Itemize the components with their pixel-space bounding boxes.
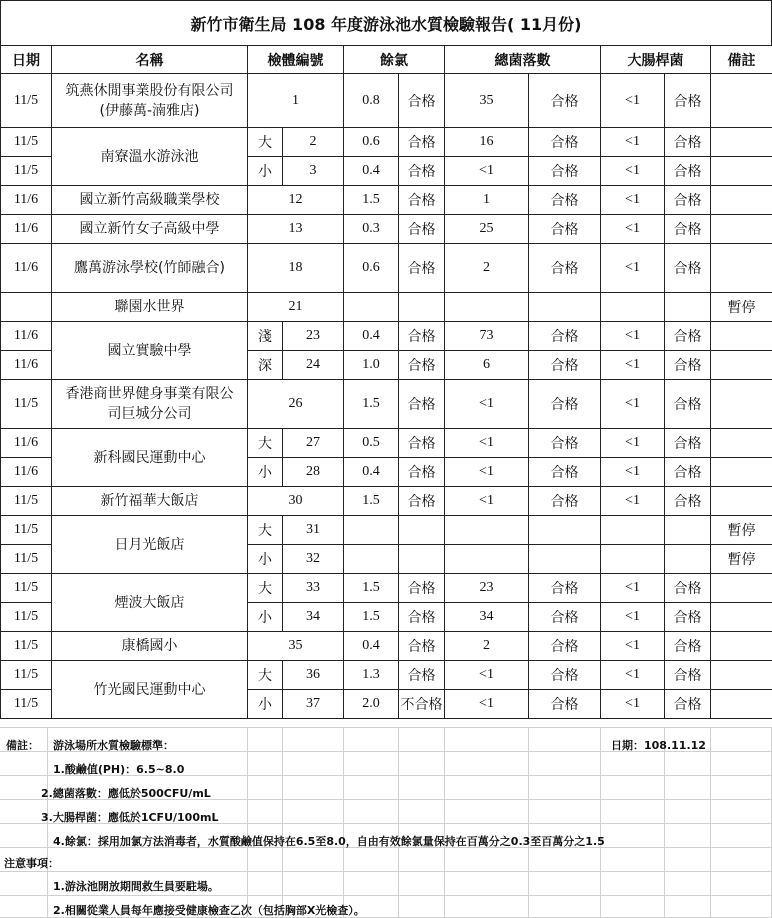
date-cell: 11/5: [1, 632, 52, 661]
bacteria-result-cell: 合格: [529, 632, 601, 661]
coliform-value-cell: <1: [601, 322, 665, 351]
chlorine-value-cell: 0.6: [344, 244, 399, 293]
date-cell: 11/6: [1, 429, 52, 458]
bacteria-result-cell: 合格: [529, 351, 601, 380]
header-coliform: 大腸桿菌: [601, 46, 711, 74]
table-row: [1, 574, 772, 603]
pool-sub-cell: 深: [248, 351, 283, 380]
chlorine-result-cell: [399, 516, 445, 545]
date-cell: 11/6: [1, 244, 52, 293]
header-name: 名稱: [52, 46, 248, 74]
remark-cell: 暫停: [711, 545, 772, 574]
sample-no-cell: 36: [283, 661, 344, 690]
remark-cell: [711, 244, 772, 293]
coliform-value-cell: <1: [601, 429, 665, 458]
chlorine-result-cell: 合格: [399, 603, 445, 632]
chlorine-result-cell: 合格: [399, 487, 445, 516]
chlorine-result-cell: 合格: [399, 215, 445, 244]
remark-cell: [711, 186, 772, 215]
coliform-value-cell: [601, 516, 665, 545]
date-cell: 11/5: [1, 574, 52, 603]
coliform-result-cell: 合格: [665, 157, 711, 186]
chlorine-value-cell: 0.4: [344, 632, 399, 661]
header-chlorine: 餘氯: [344, 46, 445, 74]
date-cell: 11/5: [1, 157, 52, 186]
remark-cell: 暫停: [711, 516, 772, 545]
bacteria-result-cell: 合格: [529, 157, 601, 186]
sample-no-cell: 23: [283, 322, 344, 351]
sample-no-cell: 1: [248, 74, 344, 128]
coliform-value-cell: <1: [601, 458, 665, 487]
chlorine-result-cell: 合格: [399, 661, 445, 690]
bacteria-value-cell: 73: [445, 322, 529, 351]
water-quality-table: [0, 45, 772, 719]
coliform-value-cell: <1: [601, 487, 665, 516]
chlorine-value-cell: [344, 293, 399, 322]
remark-label: 備註：: [6, 739, 39, 752]
bacteria-value-cell: [445, 545, 529, 574]
sample-no-cell: 28: [283, 458, 344, 487]
pool-sub-cell: 淺: [248, 322, 283, 351]
standard-bacteria: 2.總菌落數：應低於500CFU/mL: [41, 787, 211, 800]
table-row: [1, 128, 772, 157]
table-row: [1, 487, 772, 516]
chlorine-result-cell: [399, 293, 445, 322]
sample-no-cell: 30: [248, 487, 344, 516]
name-cell: 國立新竹高級職業學校: [52, 186, 248, 215]
date-cell: 11/5: [1, 516, 52, 545]
bacteria-result-cell: 合格: [529, 603, 601, 632]
bacteria-result-cell: 合格: [529, 690, 601, 719]
bacteria-value-cell: <1: [445, 690, 529, 719]
pool-sub-cell: 小: [248, 458, 283, 487]
pool-sub-cell: 小: [248, 545, 283, 574]
table-row: [1, 661, 772, 690]
coliform-result-cell: 合格: [665, 322, 711, 351]
date-cell: 11/5: [1, 380, 52, 429]
report-date: 日期：108.11.12: [611, 739, 706, 752]
sample-no-cell: 18: [248, 244, 344, 293]
coliform-result-cell: [665, 545, 711, 574]
remark-cell: [711, 128, 772, 157]
date-cell: 11/5: [1, 545, 52, 574]
date-cell: 11/5: [1, 661, 52, 690]
pool-sub-cell: 大: [248, 128, 283, 157]
table-body: [1, 74, 772, 719]
standards-title: 游泳場所水質檢驗標準：: [53, 739, 174, 752]
bacteria-value-cell: <1: [445, 380, 529, 429]
remark-cell: [711, 661, 772, 690]
coliform-result-cell: 合格: [665, 186, 711, 215]
date-cell: 11/5: [1, 603, 52, 632]
name-cell: 香港商世界健身事業有限公 司巨城分公司: [52, 380, 248, 429]
sample-no-cell: 2: [283, 128, 344, 157]
coliform-value-cell: <1: [601, 661, 665, 690]
date-cell: 11/6: [1, 186, 52, 215]
chlorine-value-cell: 0.4: [344, 322, 399, 351]
chlorine-result-cell: 合格: [399, 632, 445, 661]
coliform-value-cell: <1: [601, 244, 665, 293]
sample-no-cell: 24: [283, 351, 344, 380]
bacteria-result-cell: [529, 516, 601, 545]
remark-cell: [711, 380, 772, 429]
date-cell: 11/6: [1, 322, 52, 351]
coliform-value-cell: <1: [601, 380, 665, 429]
pool-sub-cell: 大: [248, 516, 283, 545]
name-cell: 國立實驗中學: [52, 322, 248, 380]
remark-cell: [711, 690, 772, 719]
chlorine-result-cell: 合格: [399, 157, 445, 186]
coliform-result-cell: 合格: [665, 690, 711, 719]
name-cell: 國立新竹女子高級中學: [52, 215, 248, 244]
chlorine-result-cell: 合格: [399, 244, 445, 293]
bacteria-value-cell: 6: [445, 351, 529, 380]
caution-label: 注意事項：: [4, 857, 59, 870]
chlorine-value-cell: [344, 516, 399, 545]
sample-no-cell: 31: [283, 516, 344, 545]
coliform-value-cell: [601, 545, 665, 574]
coliform-value-cell: <1: [601, 690, 665, 719]
table-row: [1, 380, 772, 429]
bacteria-value-cell: 16: [445, 128, 529, 157]
bacteria-result-cell: 合格: [529, 380, 601, 429]
chlorine-result-cell: 不合格: [399, 690, 445, 719]
chlorine-value-cell: 1.5: [344, 380, 399, 429]
name-cell: 新竹福華大飯店: [52, 487, 248, 516]
chlorine-value-cell: 0.5: [344, 429, 399, 458]
sample-no-cell: 27: [283, 429, 344, 458]
coliform-result-cell: 合格: [665, 380, 711, 429]
sample-no-cell: 26: [248, 380, 344, 429]
bacteria-result-cell: 合格: [529, 186, 601, 215]
bacteria-result-cell: [529, 545, 601, 574]
coliform-value-cell: <1: [601, 74, 665, 128]
coliform-value-cell: <1: [601, 128, 665, 157]
bacteria-value-cell: [445, 516, 529, 545]
chlorine-result-cell: 合格: [399, 186, 445, 215]
bacteria-value-cell: 34: [445, 603, 529, 632]
standard-coliform: 3.大腸桿菌：應低於1CFU/100mL: [41, 811, 219, 824]
sample-no-cell: 13: [248, 215, 344, 244]
coliform-value-cell: <1: [601, 215, 665, 244]
remark-cell: [711, 632, 772, 661]
coliform-result-cell: 合格: [665, 429, 711, 458]
date-cell: 11/6: [1, 351, 52, 380]
name-cell: 聯園水世界: [52, 293, 248, 322]
bacteria-value-cell: 25: [445, 215, 529, 244]
standard-chlorine: 4.餘氯：採用加氯方法消毒者，水質酸鹼值保持在6.5至8.0，自由有效餘氯量保持在百萬分之0.3至百萬分之1.5: [53, 835, 605, 848]
chlorine-value-cell: 0.8: [344, 74, 399, 128]
remark-cell: [711, 429, 772, 458]
coliform-result-cell: [665, 293, 711, 322]
pool-sub-cell: 小: [248, 690, 283, 719]
notes-section: [0, 727, 772, 918]
coliform-value-cell: <1: [601, 186, 665, 215]
date-cell: 11/5: [1, 74, 52, 128]
chlorine-value-cell: 1.5: [344, 603, 399, 632]
remark-cell: [711, 458, 772, 487]
chlorine-value-cell: 1.3: [344, 661, 399, 690]
bacteria-value-cell: <1: [445, 458, 529, 487]
header-row: [1, 46, 772, 74]
remark-cell: [711, 603, 772, 632]
bacteria-value-cell: 1: [445, 186, 529, 215]
pool-sub-cell: 大: [248, 429, 283, 458]
bacteria-value-cell: [445, 293, 529, 322]
table-row: [1, 293, 772, 322]
chlorine-result-cell: 合格: [399, 458, 445, 487]
table-row: [1, 429, 772, 458]
chlorine-result-cell: 合格: [399, 322, 445, 351]
bacteria-value-cell: 2: [445, 244, 529, 293]
chlorine-value-cell: 1.5: [344, 487, 399, 516]
bacteria-result-cell: 合格: [529, 244, 601, 293]
bacteria-value-cell: 2: [445, 632, 529, 661]
chlorine-value-cell: 2.0: [344, 690, 399, 719]
coliform-result-cell: 合格: [665, 74, 711, 128]
table-row: [1, 244, 772, 293]
name-cell: 煙波大飯店: [52, 574, 248, 632]
bacteria-result-cell: 合格: [529, 322, 601, 351]
date-cell: [1, 293, 52, 322]
bacteria-result-cell: 合格: [529, 574, 601, 603]
standard-ph: 1.酸鹼值(PH)：6.5~8.0: [53, 763, 185, 776]
table-row: [1, 215, 772, 244]
bacteria-result-cell: 合格: [529, 661, 601, 690]
report-title: 新竹市衛生局 108 年度游泳池水質檢驗報告( 11月份): [0, 0, 772, 46]
header-remark: 備註: [711, 46, 772, 74]
coliform-result-cell: [665, 516, 711, 545]
pool-sub-cell: 小: [248, 157, 283, 186]
sample-no-cell: 3: [283, 157, 344, 186]
chlorine-value-cell: 0.6: [344, 128, 399, 157]
sample-no-cell: 33: [283, 574, 344, 603]
chlorine-value-cell: 1.0: [344, 351, 399, 380]
coliform-value-cell: <1: [601, 351, 665, 380]
remark-cell: [711, 322, 772, 351]
chlorine-value-cell: [344, 545, 399, 574]
name-cell: 康橋國小: [52, 632, 248, 661]
table-row: [1, 632, 772, 661]
chlorine-result-cell: 合格: [399, 574, 445, 603]
bacteria-value-cell: 35: [445, 74, 529, 128]
bacteria-result-cell: 合格: [529, 487, 601, 516]
name-cell: 竹光國民運動中心: [52, 661, 248, 719]
chlorine-value-cell: 0.3: [344, 215, 399, 244]
coliform-result-cell: 合格: [665, 603, 711, 632]
date-cell: 11/6: [1, 458, 52, 487]
name-cell: 鷹萬游泳學校(竹師融合): [52, 244, 248, 293]
coliform-result-cell: 合格: [665, 661, 711, 690]
remark-cell: [711, 74, 772, 128]
chlorine-value-cell: 0.4: [344, 157, 399, 186]
coliform-result-cell: 合格: [665, 215, 711, 244]
sample-no-cell: 34: [283, 603, 344, 632]
sample-no-cell: 32: [283, 545, 344, 574]
bacteria-result-cell: [529, 293, 601, 322]
bacteria-value-cell: <1: [445, 487, 529, 516]
date-cell: 11/5: [1, 487, 52, 516]
name-cell: 日月光飯店: [52, 516, 248, 574]
chlorine-result-cell: 合格: [399, 429, 445, 458]
coliform-value-cell: <1: [601, 157, 665, 186]
date-cell: 11/6: [1, 215, 52, 244]
table-row: [1, 322, 772, 351]
coliform-result-cell: 合格: [665, 351, 711, 380]
pool-sub-cell: 大: [248, 661, 283, 690]
remark-cell: [711, 215, 772, 244]
date-cell: 11/5: [1, 128, 52, 157]
bacteria-result-cell: 合格: [529, 215, 601, 244]
coliform-result-cell: 合格: [665, 574, 711, 603]
sample-no-cell: 37: [283, 690, 344, 719]
bacteria-result-cell: 合格: [529, 128, 601, 157]
sample-no-cell: 21: [248, 293, 344, 322]
caution-lifeguard: 1.游泳池開放期間救生員要駐場。: [53, 880, 219, 893]
name-cell: 新科國民運動中心: [52, 429, 248, 487]
coliform-result-cell: 合格: [665, 458, 711, 487]
remark-cell: 暫停: [711, 293, 772, 322]
table-row: [1, 186, 772, 215]
bacteria-result-cell: 合格: [529, 458, 601, 487]
coliform-result-cell: 合格: [665, 632, 711, 661]
coliform-result-cell: 合格: [665, 487, 711, 516]
pool-sub-cell: 大: [248, 574, 283, 603]
caution-health-check: 2.相關從業人員每年應接受健康檢查乙次（包括胸部X光檢查）。: [53, 904, 365, 917]
date-cell: 11/5: [1, 690, 52, 719]
header-date: 日期: [1, 46, 52, 74]
header-bacteria: 總菌落數: [445, 46, 601, 74]
bacteria-value-cell: <1: [445, 429, 529, 458]
coliform-result-cell: 合格: [665, 244, 711, 293]
remark-cell: [711, 351, 772, 380]
coliform-value-cell: <1: [601, 603, 665, 632]
chlorine-result-cell: 合格: [399, 380, 445, 429]
remark-cell: [711, 157, 772, 186]
chlorine-result-cell: [399, 545, 445, 574]
table-row: [1, 516, 772, 545]
bacteria-value-cell: <1: [445, 661, 529, 690]
name-cell: 南寮溫水游泳池: [52, 128, 248, 186]
coliform-value-cell: <1: [601, 632, 665, 661]
sample-no-cell: 12: [248, 186, 344, 215]
coliform-value-cell: <1: [601, 574, 665, 603]
coliform-result-cell: 合格: [665, 128, 711, 157]
chlorine-value-cell: 0.4: [344, 458, 399, 487]
chlorine-value-cell: 1.5: [344, 574, 399, 603]
remark-cell: [711, 487, 772, 516]
chlorine-result-cell: 合格: [399, 128, 445, 157]
chlorine-result-cell: 合格: [399, 74, 445, 128]
remark-cell: [711, 574, 772, 603]
bacteria-result-cell: 合格: [529, 429, 601, 458]
name-cell: 筑燕休閒事業股份有限公司 (伊藤萬-湳雅店): [52, 74, 248, 128]
bacteria-result-cell: 合格: [529, 74, 601, 128]
chlorine-result-cell: 合格: [399, 351, 445, 380]
chlorine-value-cell: 1.5: [344, 186, 399, 215]
bacteria-value-cell: <1: [445, 157, 529, 186]
sample-no-cell: 35: [248, 632, 344, 661]
table-row: [1, 74, 772, 128]
bacteria-value-cell: 23: [445, 574, 529, 603]
pool-sub-cell: 小: [248, 603, 283, 632]
coliform-value-cell: [601, 293, 665, 322]
header-sample-no: 檢體編號: [248, 46, 344, 74]
